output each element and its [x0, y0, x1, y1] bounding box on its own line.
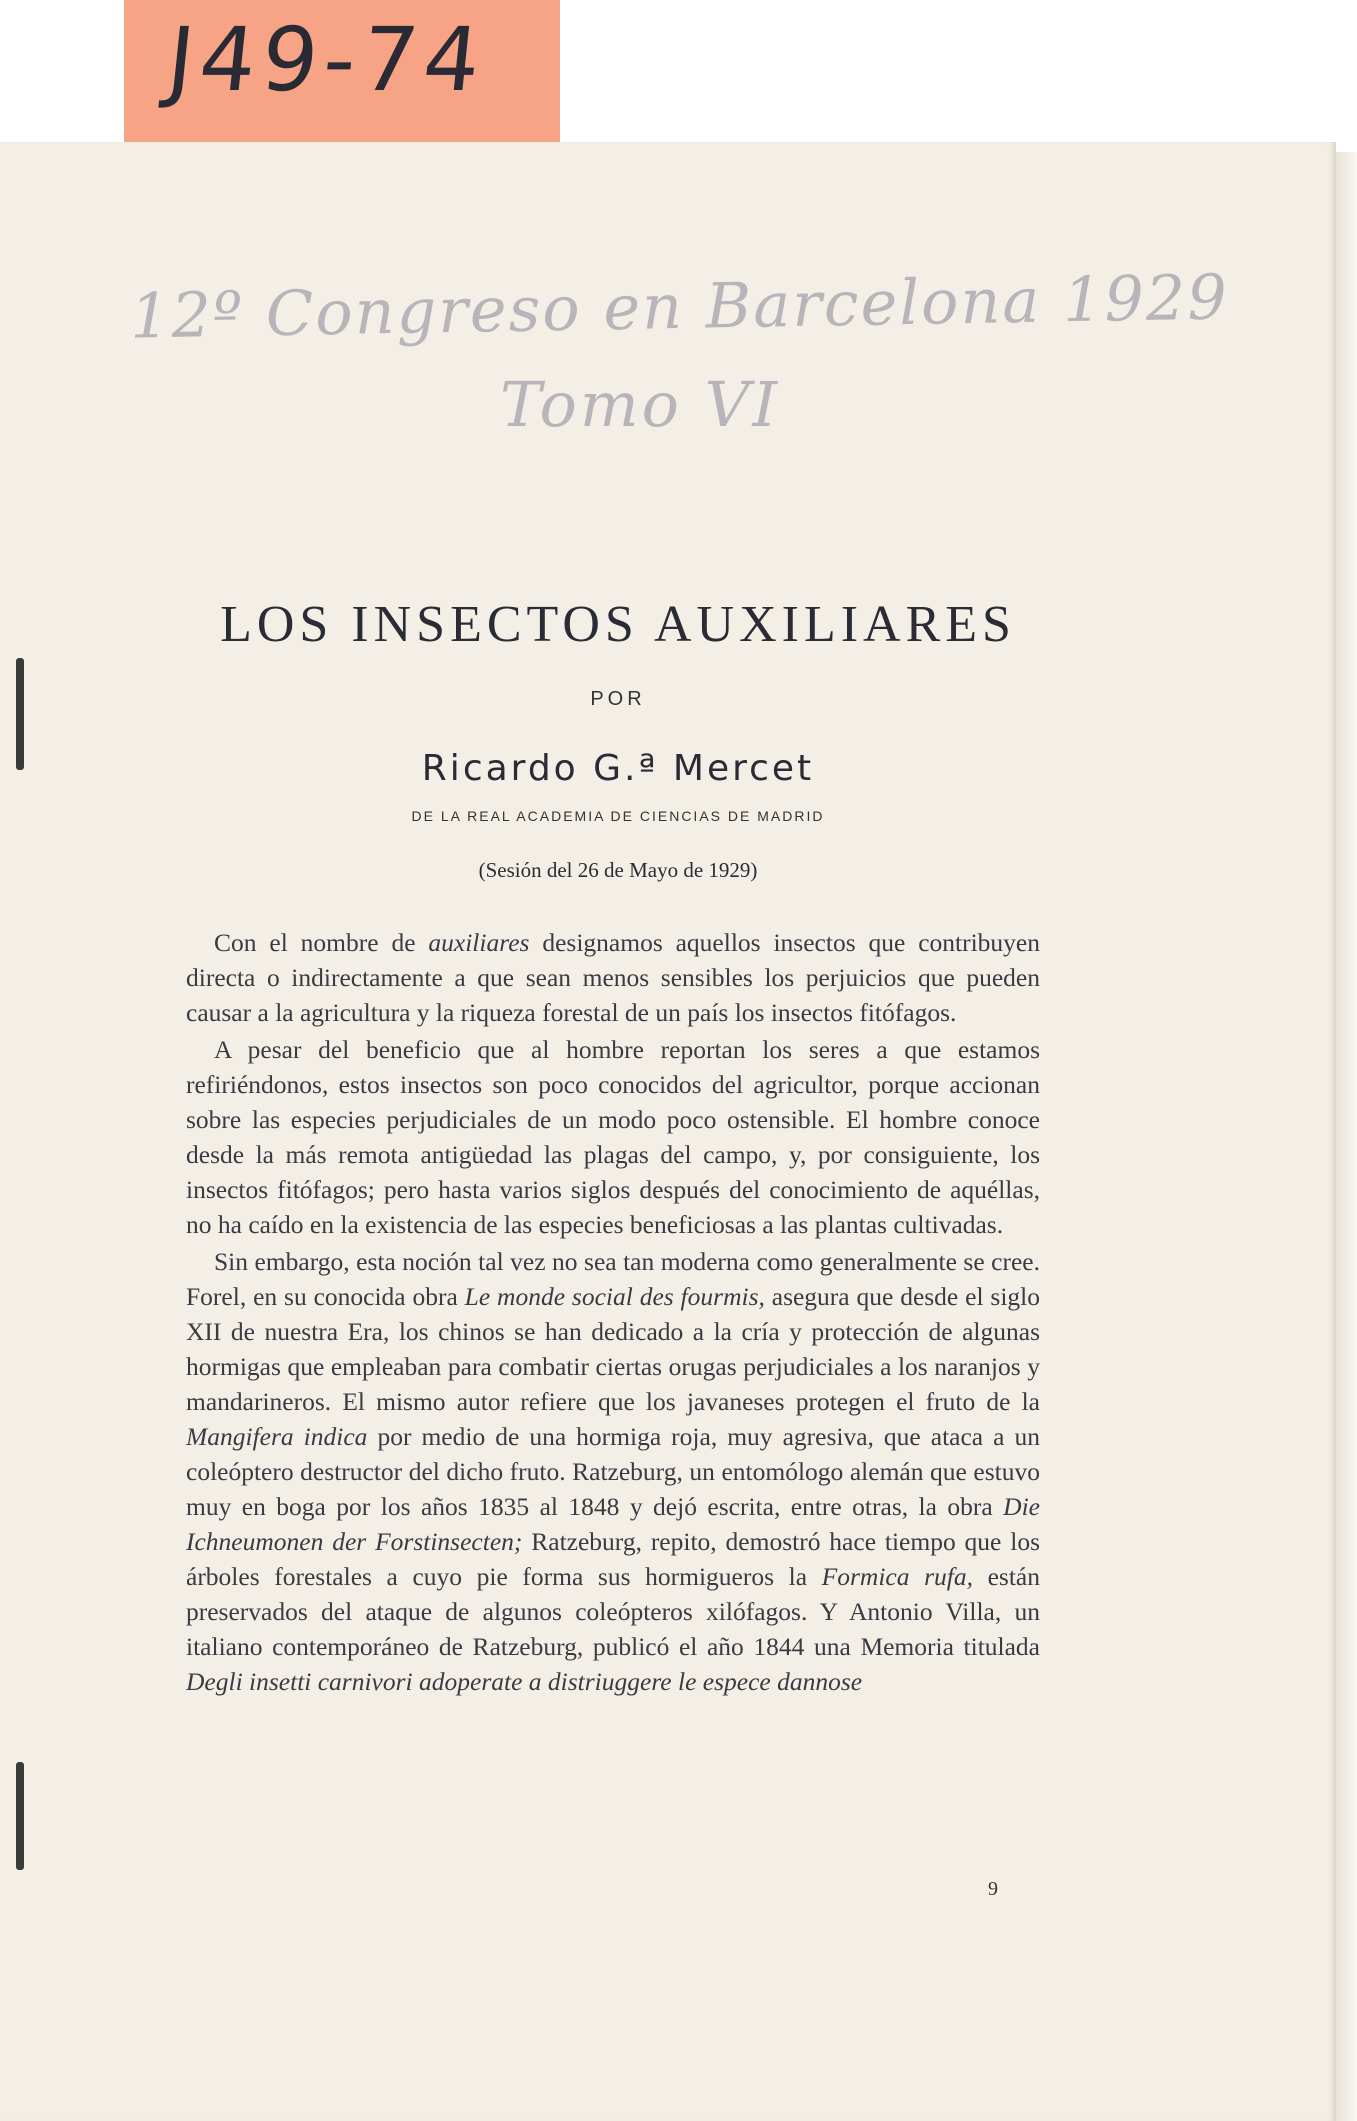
- article-title: LOS INSECTOS AUXILIARES: [220, 596, 1016, 653]
- tag-handwriting: J49-74: [162, 8, 492, 111]
- italic-title: Degli insetti carnivori adoperate a distriuggere le espece dannose: [186, 1667, 863, 1696]
- italic-species: Formica rufa,: [821, 1562, 973, 1591]
- italic-species: Mangifera indica: [186, 1422, 368, 1451]
- pencil-note-line-2: Tomo VI: [500, 368, 780, 441]
- author-name: Ricardo G.ª Mercet: [421, 748, 815, 789]
- pencil-note-line-1: 12º Congreso en Barcelona 1929: [129, 260, 1230, 353]
- paragraph-3: Sin embargo, esta noción tal vez no sea tan moderna como generalmente se cree. Forel, en su conocida obra Le monde social des fourmis, asegura que desde el siglo XII de nuestra Era, los chinos se han dedicado a la cría y protección de algunas hormigas que empleaban para combatir ciertas orugas perjudiciales a los naranjos y mandarineros. El mismo autor refiere que los javaneses protegen el fruto de la Mangifera indica por medio de una hormiga roja, muy agresiva, que ataca a un coleóptero destructor del dicho fruto. Ratzeburg, un entomólogo alemán que estuvo muy en boga por los años 1835 al 1848 y dejó escrita, entre otras, la obra Die Ichneumonen der Forstinsecten; Ratzeburg, repito, demostró hace tiempo que los árboles forestales a cuyo pie forma sus hormigueros la Formica rufa, están preservados del ataque de algunos coleópteros xilófagos. Y Antonio Villa, un italiano contemporáneo de Ratzeburg, publicó el año 1844 una Memoria titulada Degli insetti carnivori adoperate a distriuggere le espece dannose: [186, 1247, 1040, 1696]
- page-edge: [1336, 152, 1357, 2121]
- paragraph-2: A pesar del beneficio que al hombre reportan los seres a que estamos refiriéndonos, estos insectos son poco conocidos del agricultor, porque accionan sobre las especies perjudiciales de un modo poco ostensible. El hombre conoce desde la más remota antigüedad las plagas del campo, y, por consiguiente, los insectos fitófagos; pero hasta varios siglos después del conocimiento de aquéllas, no ha caído en la existencia de las especies beneficiosas a las plantas cultivadas.: [186, 1035, 1040, 1239]
- article-body: [186, 925, 1040, 1701]
- italic-term: auxiliares: [428, 928, 530, 957]
- session-date: (Sesión del 26 de Mayo de 1929): [478, 858, 758, 882]
- staple-bottom: [16, 1762, 24, 1870]
- author-affiliation: DE LA REAL ACADEMIA DE CIENCIAS DE MADRID: [411, 808, 825, 824]
- italic-title: Le monde social des fourmis,: [464, 1282, 765, 1311]
- italic-title: Die Ichneumonen der Forstinsecten;: [186, 1492, 1040, 1556]
- paragraph-1: Con el nombre de auxiliares designamos aquellos insectos que contribuyen directa o indirectamente a que sean menos sensibles los perjuicios que pueden causar a la agricultura y la riqueza forestal de un país los insectos fitófagos.: [186, 928, 1041, 1027]
- page-number: 9: [988, 1878, 998, 1900]
- byline-por: POR: [590, 688, 646, 710]
